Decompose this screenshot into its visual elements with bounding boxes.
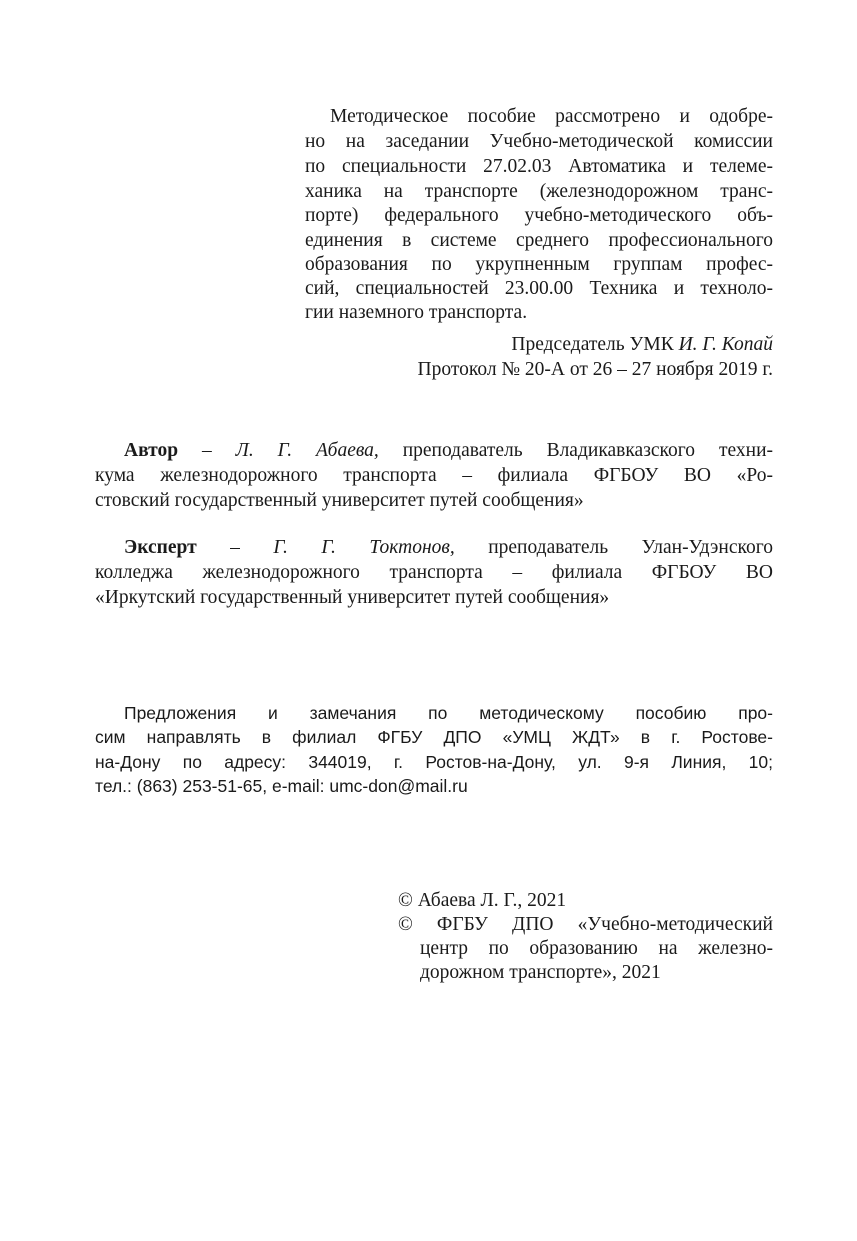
chair-name: И. Г. Копай (678, 334, 773, 355)
approval-line-2: но на заседании Учебно-методической комиссии (305, 131, 773, 152)
author-line-1 (124, 438, 773, 463)
author-line-2: кума железнодорожного транспорта – филиала ФГБОУ ВО «Ро- (95, 465, 773, 486)
copyright-line-4: дорожном транспорте», 2021 (420, 962, 661, 983)
author-line-3: стовский государственный университет путей сообщения» (95, 490, 584, 511)
expert-line-1 (124, 535, 773, 560)
expert-line-1-rest: преподаватель Улан-Удэнского (454, 537, 773, 558)
approval-line-1: Методическое пособие рассмотрено и одобре- (330, 106, 773, 127)
author-line-1-rest: преподаватель Владикавказского техни- (378, 440, 773, 461)
approval-line-6: единения в системе среднего профессионального (305, 230, 773, 251)
expert-dash: – (196, 537, 274, 558)
author-label: Автор (124, 440, 179, 461)
suggestions-line-4: тел.: (863) 253-51-65, e-mail: umc-don@mail.ru (95, 776, 468, 796)
suggestions-line-3: на-Дону по адресу: 344019, г. Ростов-на-Дону, ул. 9-я Линия, 10; (95, 752, 773, 772)
suggestions-line-1: Предложения и замечания по методическому пособию про- (124, 703, 773, 723)
author-name: Л. Г. Абаева, (235, 440, 379, 461)
suggestions-line-2: сим направлять в филиал ФГБУ ДПО «УМЦ ЖДТ» в г. Ростове- (95, 727, 773, 747)
expert-line-2: колледжа железнодорожного транспорта – филиала ФГБОУ ВО (95, 562, 773, 583)
approval-line-4: ханика на транспорте (железнодорожном транс- (305, 181, 773, 202)
approval-line-9: гии наземного транспорта. (305, 302, 528, 323)
chair-label: Председатель УМК (511, 334, 679, 355)
expert-name: Г. Г. Токтонов, (273, 537, 455, 558)
copyright-line-3: центр по образованию на железно- (420, 938, 773, 959)
expert-label: Эксперт (124, 537, 197, 558)
approval-line-8: сий, специальностей 23.00.00 Техника и техноло- (305, 278, 773, 299)
chair-line (305, 332, 773, 357)
approval-line-3: по специальности 27.02.03 Автоматика и телеме- (305, 156, 773, 177)
copyright-line-2: © ФГБУ ДПО «Учебно-методический (398, 914, 773, 935)
copyright-line-1: © Абаева Л. Г., 2021 (398, 890, 567, 911)
expert-line-3: «Иркутский государственный университет путей сообщения» (95, 587, 610, 608)
protocol-line: Протокол № 20-А от 26 – 27 ноября 2019 г. (417, 359, 773, 380)
author-dash: – (178, 440, 236, 461)
approval-line-7: образования по укрупненным группам профес- (305, 254, 773, 275)
approval-line-5: порте) федерального учебно-методического объ- (305, 205, 773, 226)
